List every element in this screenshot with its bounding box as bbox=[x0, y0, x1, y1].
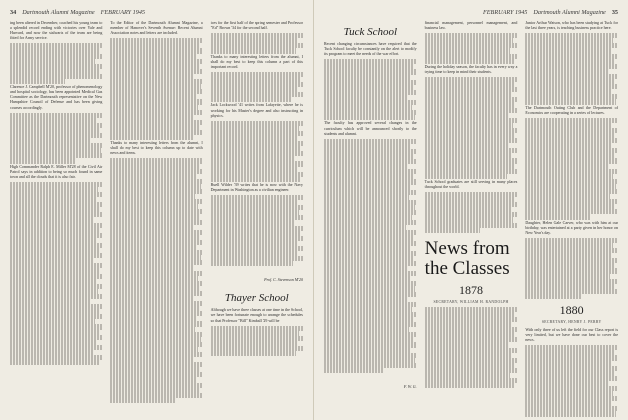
left-col3-lead: ices for the first half of the spring semester and Professor "Ed" Brown '34 for the second half. bbox=[210, 20, 303, 31]
right-col2-paragraph-2: Tuck School graduates are still serving in many places throughout the world. bbox=[424, 178, 518, 189]
right-col2-paragraph: During the holiday season, the faculty has in every way a trying time to keep in mind their students. bbox=[424, 63, 518, 74]
text-line bbox=[10, 158, 75, 163]
text-line bbox=[525, 99, 616, 104]
news-from-classes-heading: News from the Classes bbox=[424, 237, 510, 279]
right-column-1 bbox=[324, 20, 417, 417]
left-column-2 bbox=[110, 20, 202, 403]
right-col3-lead: Junior Arthur Watson, who has been studying at Tuck for the last three years, is teaching business practice here. bbox=[525, 20, 619, 31]
left-column-3 bbox=[211, 20, 303, 403]
text-line bbox=[425, 383, 514, 388]
text-line bbox=[110, 135, 192, 140]
left-page-number: 34 bbox=[10, 8, 17, 16]
tuck-signature: F. W. G. bbox=[403, 384, 417, 389]
text-line bbox=[525, 294, 581, 299]
left-col3-paragraph-2: Jack Lockwood '41 writes from Lafayette, where he is working for his Master's degree and also instructing in physics. bbox=[210, 102, 303, 118]
thayer-school-heading: Thayer School bbox=[224, 292, 289, 305]
thayer-school-text: Although we have three classes at one time in the School, we have been fortunate enough to arrange the schedules so that Professor "Bill" Kimball '29 will be bbox=[210, 307, 303, 323]
text-line bbox=[211, 48, 296, 53]
tuck-school-paragraph: The faculty has approved several changes in the curriculum which will be announced shortly to the students and alumni. bbox=[324, 120, 417, 136]
left-col2-lead: To the Editor of the Dartmouth Alumni Magazine, a member of Hanover's Seventh Avenue: Recent Alumni Association notes and letters are included. bbox=[110, 20, 203, 36]
right-page-number: 35 bbox=[611, 8, 618, 16]
right-page bbox=[314, 0, 628, 420]
text-line bbox=[425, 59, 515, 64]
class-1878-heading: 1878 bbox=[459, 282, 483, 297]
left-col3-paragraph: Thanks to many interesting letters from the alumni, I shall do my best to keep this column a part of this important record. bbox=[210, 53, 303, 69]
text-line bbox=[211, 351, 296, 356]
text-line bbox=[211, 177, 301, 182]
right-running-head bbox=[324, 7, 618, 17]
text-line bbox=[324, 368, 384, 373]
class-1880-heading: 1880 bbox=[559, 302, 584, 317]
left-col3-paragraph-3: Buell Wilder '39 writes that he is now with the Navy Department in Washington as a civilian engineer. bbox=[210, 181, 303, 192]
left-col1-lead: ing been altered in December, coached his young team to a splendid record ending with victories over Yale and Harvard, and now the stalwarts of the team are being fitted for Army service. bbox=[10, 20, 103, 41]
right-magazine-title: Dartmouth Alumni Magazine bbox=[533, 8, 606, 16]
text-line bbox=[10, 79, 65, 84]
left-column-1 bbox=[10, 20, 102, 403]
class-1880-secretary: SECRETARY, HENRY J. PERRY bbox=[541, 319, 602, 324]
left-running-head bbox=[10, 7, 303, 17]
text-line bbox=[525, 214, 590, 219]
right-column-2 bbox=[425, 20, 518, 417]
text-line bbox=[525, 411, 616, 416]
left-signature: Prof. C. Stevenson M'20 bbox=[264, 277, 303, 283]
class-1880-text: With only three of us left the field for our Class report is very limited, but we have done our best to cover the news. bbox=[525, 326, 619, 343]
tuck-school-text: Recent changing circumstances have required that the Tuck School faculty be constantly on the alert to modify its program to meet the needs of the war effort. bbox=[324, 41, 417, 57]
right-col2-lead: financial management, personnel management, and business law. bbox=[424, 20, 518, 31]
text-line bbox=[10, 360, 100, 365]
tuck-school-heading: Tuck School bbox=[343, 26, 398, 38]
text-line bbox=[110, 398, 175, 403]
text-line bbox=[425, 174, 507, 179]
text-line bbox=[425, 228, 481, 233]
left-col1-paragraph-2: High Commander Ralph E. Miller M'28 of the Civil Air Patrol says in addition to being so much found in same town and all the clouds that it is also fair. bbox=[10, 163, 103, 179]
left-magazine-title: Dartmouth Alumni Magazine bbox=[22, 8, 95, 16]
class-1878-text: Daughter, Helen Gale Carver, who was with him at our birthday, was entertained at a party given in her honor on New Year's day. bbox=[525, 219, 619, 235]
left-col1-paragraph: Clarence J. Campbell M'20, professor of phenomenology and hospital sociology, has been appointed Medical Gas Committee as the Dartmouth representative on the New Hampshire Council of Defense and has been giving courses accordingly. bbox=[10, 84, 103, 110]
text-line bbox=[211, 97, 292, 102]
left-issue-date: FEBRUARY 1945 bbox=[100, 8, 146, 16]
right-issue-date: FEBRUARY 1945 bbox=[482, 8, 528, 16]
right-column-3 bbox=[525, 20, 618, 417]
left-col2-paragraph: Thanks to many interesting letters from the alumni, I shall do my best to keep this column up to date with news and items. bbox=[110, 140, 203, 156]
text-line bbox=[324, 115, 415, 120]
class-1878-secretary: SECRETARY, WILLIAM H. RANDOLPH bbox=[433, 299, 509, 304]
right-col3-paragraph: The Dartmouth Outing Club and the Department of Economics are cooperating in a series of lectures. bbox=[525, 104, 619, 115]
text-line bbox=[211, 261, 293, 266]
